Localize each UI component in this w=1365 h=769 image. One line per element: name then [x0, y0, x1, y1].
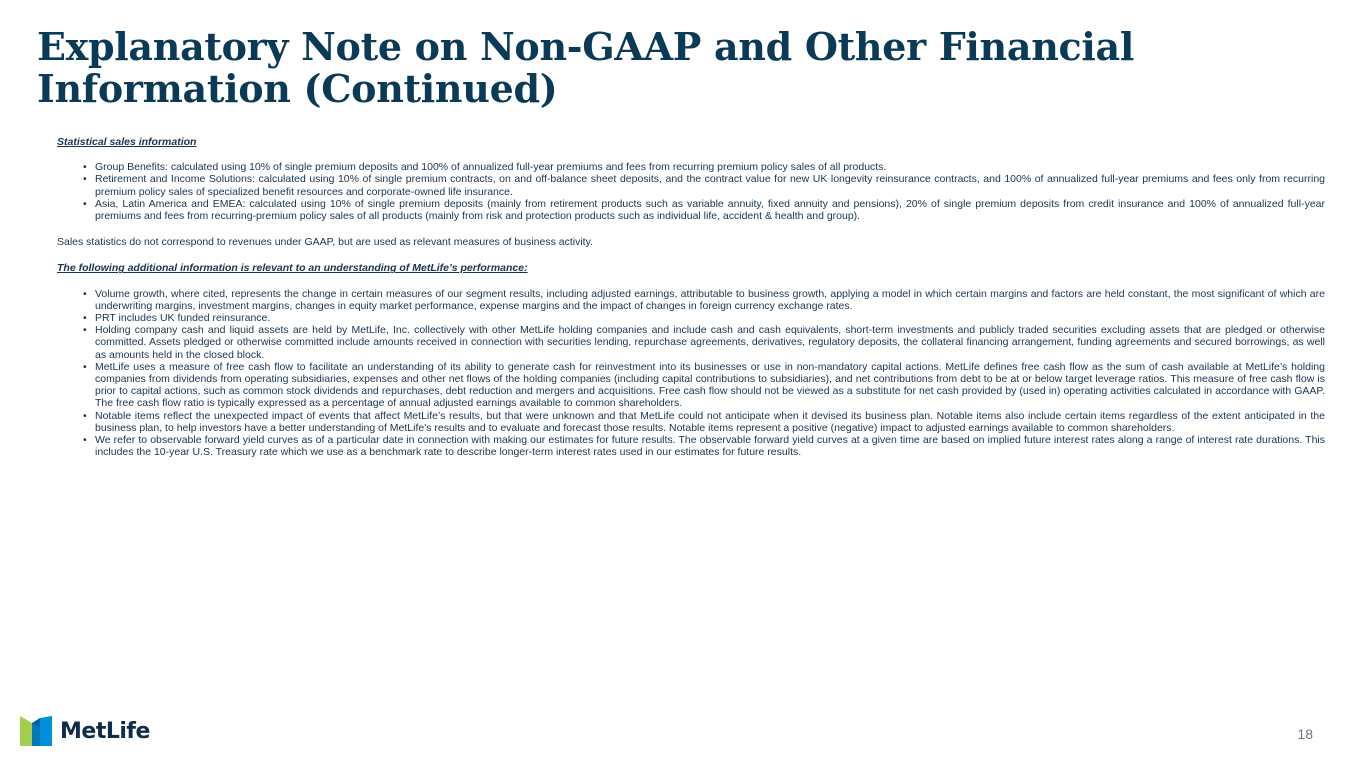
list-item: • MetLife uses a measure of free cash flow to facilitate an understanding of its ability to generate cash for reinvestment into its businesses or use in non-mandatory capital actions. MetLife defines free cash flow as the sum of cash available at MetLife’s holding companies from dividends from operating subsidiaries, expenses and other net flows of the holding companies (including capital contributions to subsidiaries), and net contributions from debt to be at or below target leverage ratios. This measure of free cash flow is prior to capital actions, such as common stock dividends and repurchases, debt reduction and mergers and acquisitions. Free cash flow should not be viewed as a substitute for net cash provided by (used in) operating activities calculated in accordance with GAAP. The free cash flow ratio is typically expressed as a percentage of annual adjusted earnings available to common shareholders. — [57, 361, 1325, 410]
metlife-logo — [20, 716, 150, 746]
logo-wordmark: MetLife — [60, 718, 150, 744]
list-item: • Notable items reflect the unexpected impact of events that affect MetLife’s results, but that were unknown and that MetLife could not anticipate when it devised its business plan. Notable items also include certain items regardless of the extent anticipated in the business plan, to help investors have a better understanding of MetLife's results and to evaluate and forecast those results. Notable items represent a positive (negative) impact to adjusted earnings available to common shareholders. — [57, 410, 1325, 434]
sales-note: Sales statistics do not correspond to revenues under GAAP, but are used as relevant measures of business activity. — [57, 236, 593, 249]
sales-section-heading: Statistical sales information — [57, 136, 197, 148]
content-body — [57, 136, 1325, 458]
page-number: 18 — [1297, 726, 1313, 742]
list-item: • Group Benefits: calculated using 10% of single premium deposits and 100% of annualized full-year premiums and fees from recurring premium policy sales of all products. — [57, 161, 1325, 173]
additional-section-heading: The following additional information is relevant to an understanding of MetLife’s performance: — [57, 262, 528, 275]
list-item: • Retirement and Income Solutions: calculated using 10% of single premium contracts, on and off-balance sheet deposits, and the contract value for new UK longevity reinsurance contracts, and 100% of annualized full-year premiums and fees only from recurring premium policy sales of specialized benefit resources and corporate-owned life insurance. — [57, 173, 1325, 197]
list-item: • We refer to observable forward yield curves as of a particular date in connection with making our estimates for future results. The observable forward yield curves at a given time are based on implied future interest rates along a range of interest rate durations. This includes the 10-year U.S. Treasury rate which we use as a benchmark rate to describe longer-term interest rates used in our estimates for future results. — [57, 434, 1325, 458]
list-item: • Holding company cash and liquid assets are held by MetLife, Inc. collectively with other MetLife holding companies and include cash and cash equivalents, short-term investments and publicly traded securities excluding assets that are pledged or otherwise committed. Assets pledged or otherwise committed include amounts received in connection with securities lending, repurchase agreements, derivatives, regulatory deposits, the collateral financing arrangement, funding agreements and secured borrowings, as well as amounts held in the closed block. — [57, 324, 1325, 361]
list-item: • Volume growth, where cited, represents the change in certain measures of our segment results, including adjusted earnings, attributable to business growth, applying a model in which certain margins and factors are held constant, the most significant of which are underwriting margins, investment margins, changes in equity market performance, expense margins and the impact of changes in foreign currency exchange rates. — [57, 288, 1325, 312]
sales-bullet-list — [57, 161, 1325, 222]
additional-bullet-list — [57, 288, 1325, 459]
page-title: Explanatory Note on Non-GAAP and Other Financial Information (Continued) — [37, 24, 1134, 111]
metlife-logo-icon — [20, 716, 52, 746]
list-item: • PRT includes UK funded reinsurance. — [57, 312, 1325, 324]
list-item: • Asia, Latin America and EMEA: calculated using 10% of single premium deposits (mainly from retirement products such as variable annuity, fixed annuity and pensions), 20% of single premium deposits from credit insurance and 100% of annualized full-year premiums and fees from recurring-premium policy sales of all products (mainly from risk and protection products such as individual life, accident & health and group). — [57, 198, 1325, 222]
